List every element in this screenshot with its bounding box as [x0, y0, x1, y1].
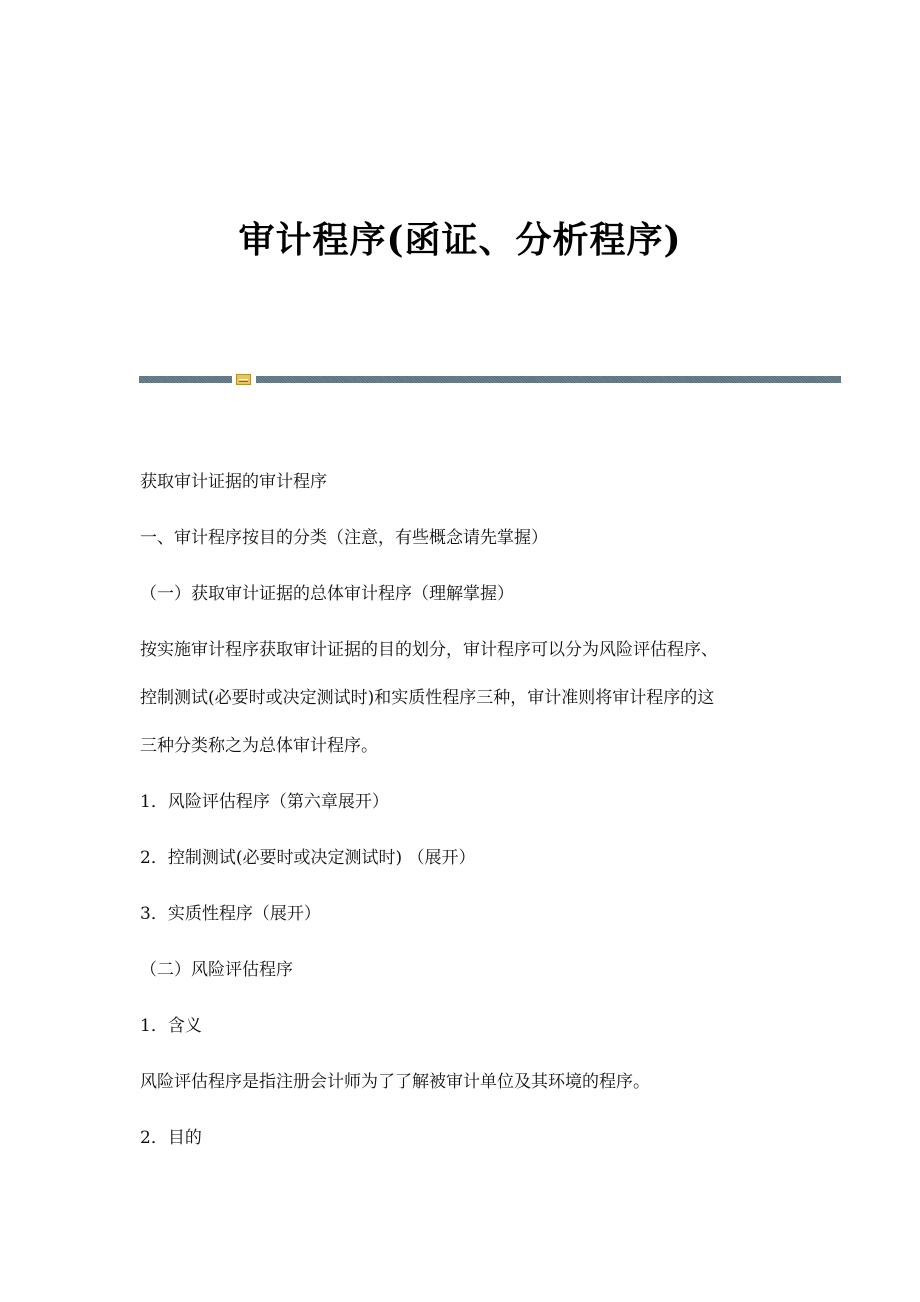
list-item: 3．实质性程序（展开） — [140, 904, 321, 924]
heading-level-2: （二）风险评估程序 — [140, 960, 293, 980]
heading-level-2: （一）获取审计证据的总体审计程序（理解掌握） — [140, 584, 514, 604]
list-item: 1．含义 — [140, 1016, 202, 1036]
body-paragraph-line: 控制测试(必要时或决定测试时)和实质性程序三种，审计准则将审计程序的这 — [140, 688, 715, 708]
document-title: 审计程序(函证、分析程序) — [238, 219, 682, 261]
body-paragraph-line: 按实施审计程序获取审计证据的目的划分，审计程序可以分为风险评估程序、 — [140, 640, 718, 660]
section-heading: 获取审计证据的审计程序 — [140, 472, 327, 492]
divider-bar-right — [256, 376, 841, 383]
list-item: 2．控制测试(必要时或决定测试时) （展开） — [140, 848, 476, 868]
list-item: 2．目的 — [140, 1128, 202, 1148]
heading-level-1: 一、审计程序按目的分类（注意，有些概念请先掌握） — [140, 528, 548, 548]
body-paragraph-line: 三种分类称之为总体审计程序。 — [140, 736, 378, 756]
divider-ornament-icon — [236, 374, 251, 385]
body-paragraph-line: 风险评估程序是指注册会计师为了了解被审计单位及其环境的程序。 — [140, 1072, 650, 1092]
title-divider — [139, 374, 841, 384]
list-item: 1．风险评估程序（第六章展开） — [140, 792, 389, 812]
divider-bar-left — [139, 376, 232, 383]
